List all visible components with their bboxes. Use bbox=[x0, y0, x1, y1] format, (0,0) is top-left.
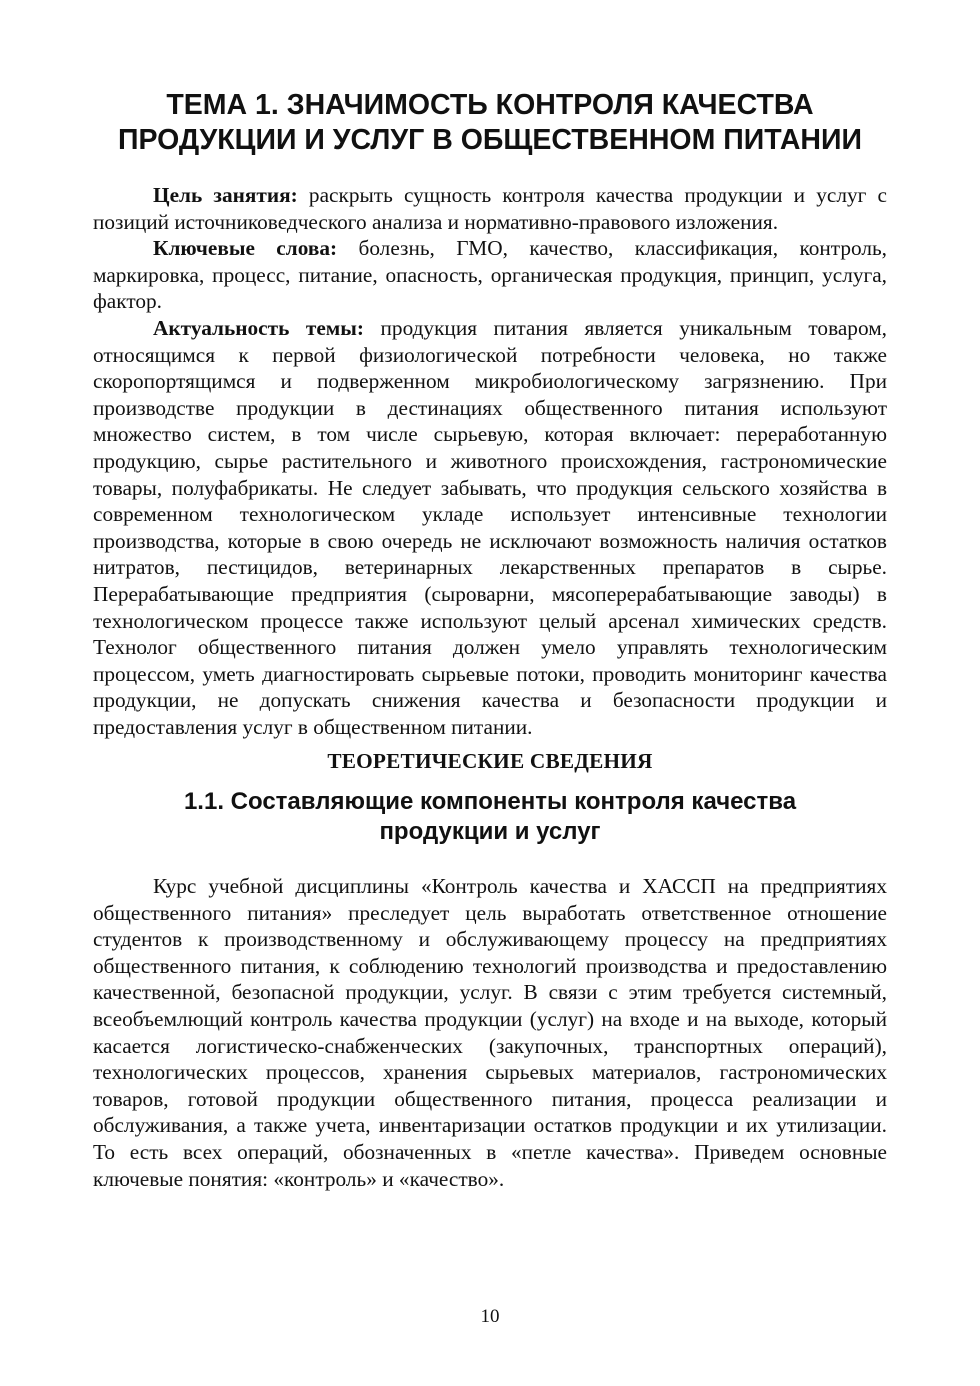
subsection-title-line-1: 1.1. Составляющие компоненты контроля качества bbox=[183, 788, 797, 816]
keywords-label: Ключевые слова: bbox=[153, 236, 338, 261]
relevance-label: Актуальность темы: bbox=[153, 315, 364, 340]
keywords-paragraph bbox=[93, 235, 887, 315]
chapter-title-line-1: ТЕМА 1. ЗНАЧИМОСТЬ КОНТРОЛЯ КАЧЕСТВА bbox=[166, 89, 814, 121]
subsection-title bbox=[93, 787, 887, 847]
relevance-paragraph bbox=[93, 315, 887, 741]
subsection-title-line-2: продукции и услуг bbox=[379, 818, 601, 846]
page-number: 10 bbox=[480, 1306, 500, 1327]
chapter-title bbox=[93, 88, 887, 158]
keywords-text: болезнь, ГМО, качество, классификация, контроль, маркировка, процесс, питание, опасность, органическая продукция, принцип, услуга, фактор. bbox=[93, 236, 888, 314]
goal-label: Цель занятия: bbox=[153, 183, 298, 207]
relevance-text: продукция питания является уникальным товаром, относящимся к первой физиологической потребности человека, но также скоропортящимся и подверженном микробиологическому загрязнению. При производстве продукции в дестинациях общественного питания используют множество систем, в том числе сырьевую, которая включает: переработанную продукцию, сырье растительного и животного происхождения, гастрономические товары, полуфабрикаты. Не следует забывать, что продукция сельского хозяйства в современном технологическом укладе использует интенсивные технологии производства, которые в свою очередь не исключают возможность наличия остатков нитратов, пестицидов, ветеринарных лекарственных препаратов в сырье. Перерабатывающие предприятия (сыроварни, мясоперерабатывающие заводы) в технологическом процессе также используют целый арсенал химических средств. Технолог общественного питания должен умело управлять технологическим процессом, уметь диагностировать сырьевые потоки, проводить мониторинг качества продукции, не допускать снижения качества и безопасности продукции и предоставления услуг в общественном питании. bbox=[93, 315, 887, 739]
chapter-title-line-2: ПРОДУКЦИИ И УСЛУГ В ОБЩЕСТВЕННОМ ПИТАНИИ bbox=[118, 124, 862, 156]
goal-text: раскрыть сущность контроля качества продукции и услуг с позиций источниковедческого анализа и нормативно-правового изложения. bbox=[93, 183, 887, 234]
goal-paragraph bbox=[93, 182, 887, 235]
document-page bbox=[93, 88, 887, 1192]
section-heading: ТЕОРЕТИЧЕСКИЕ СВЕДЕНИЯ bbox=[327, 749, 653, 774]
course-paragraph: Курс учебной дисциплины «Контроль качества и ХАССП на предприятиях общественного питания» преследует цель выработать ответственное отношение студентов к производственному и обслуживающему процессу на предприятиях общественного питания, к соблюдению технологий производства и предоставлению качественной, безопасной продукции, услуг. В связи с этим требуется системный, всеобъемлющий контроль качества продукции (услуг) на входе и на выходе, который касается логистическо-снабженческих (закупочных, транспортных операций), технологических процессов, хранения сырьевых материалов, гастрономических товаров, готовой продукции общественного питания, процесса реализации и обслуживания, а также учета, инвентаризации остатков продукции и их утилизации. То есть всех операций, обозначенных в «петле качества». Приведем основные ключевые понятия: «контроль» и «качество». bbox=[93, 874, 887, 1191]
